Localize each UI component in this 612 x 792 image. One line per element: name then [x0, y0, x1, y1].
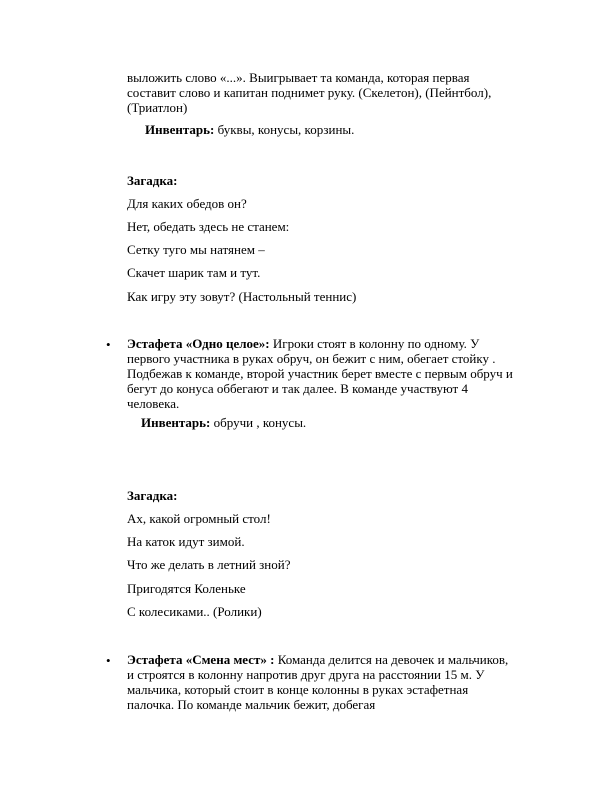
riddle-line: Скачет шарик там и тут. — [127, 265, 261, 280]
riddle-line: Ах, какой огромный стол! — [127, 511, 271, 526]
inventory-label: Инвентарь: — [145, 122, 215, 137]
relay-text: Игроки стоят в колонну по одному. У первого участника в руках обруч, он бежит с ним, обегает стойку . Подбежав к команде, второй участник берет вместе с первым обруч и бегут до конуса оббегают и так далее. В команде участвуют 4 человека. — [127, 336, 513, 411]
riddle-line: Нет, обедать здесь не станем: — [127, 219, 290, 234]
bullet-marker: • — [106, 337, 111, 352]
relay-title: Эстафета «Одно целое»: — [127, 336, 270, 351]
riddle-heading-2: Загадка: — [127, 488, 178, 503]
riddle-line: С колесиками.. (Ролики) — [127, 604, 262, 619]
riddle-line: На каток идут зимой. — [127, 534, 245, 549]
inventory-text: буквы, конусы, корзины. — [214, 122, 355, 137]
riddle-line: Пригодятся Коленьке — [127, 581, 246, 596]
relay-text: Команда делится на девочек и мальчиков, и строятся в колонну напротив друг друга на расстоянии 15 м. У мальчика, который стоит в конце колонны в руках эстафетная палочка. По команде мальчик бежит, добегая — [127, 652, 509, 712]
relay-paragraph-2 — [127, 652, 512, 712]
riddle-heading-1: Загадка: — [127, 173, 178, 188]
riddle-line: Сетку туго мы натянем – — [127, 242, 265, 257]
riddle-line: Что же делать в летний зной? — [127, 557, 291, 572]
inventory-text: обручи , конусы. — [210, 415, 307, 430]
intro-paragraph: выложить слово «...». Выигрывает та команда, которая первая составит слово и капитан поднимет руку. (Скелетон), (Пейнтбол), (Триатлон) — [127, 70, 492, 115]
inventory-line-1 — [145, 122, 354, 137]
inventory-line-2 — [141, 415, 306, 430]
relay-title: Эстафета «Смена мест» : — [127, 652, 275, 667]
relay-paragraph-1 — [127, 336, 519, 411]
inventory-label: Инвентарь: — [141, 415, 211, 430]
riddle-line: Для каких обедов он? — [127, 196, 247, 211]
bullet-marker: • — [106, 653, 111, 668]
riddle-line: Как игру эту зовут? (Настольный теннис) — [127, 289, 357, 304]
